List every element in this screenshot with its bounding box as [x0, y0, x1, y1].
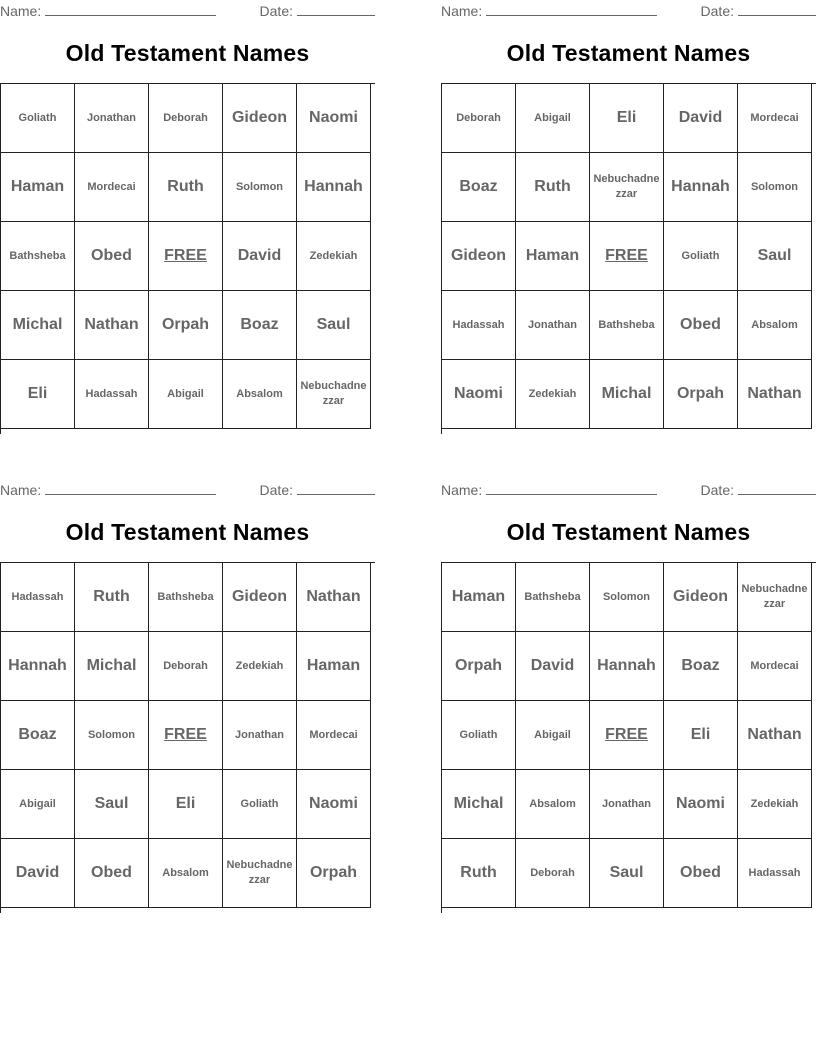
bingo-cell: Zedekiah	[516, 360, 590, 429]
bingo-cell: Solomon	[223, 153, 297, 222]
bingo-cell: Goliath	[664, 222, 738, 291]
bingo-cell: Michal	[590, 360, 664, 429]
name-field	[441, 0, 657, 22]
bingo-cell: Nathan	[297, 563, 371, 632]
bingo-cell: Saul	[590, 839, 664, 908]
bingo-cell: Obed	[75, 839, 149, 908]
bingo-cell: Abigail	[516, 701, 590, 770]
date-field	[260, 479, 375, 501]
date-field	[260, 0, 375, 22]
bingo-cell: Orpah	[149, 291, 223, 360]
bingo-cell: Deborah	[149, 632, 223, 701]
bingo-cell: Gideon	[223, 84, 297, 153]
bingo-cell: Nebuchadnezzar	[590, 153, 664, 222]
bingo-cell: David	[1, 839, 75, 908]
bingo-cell: Absalom	[516, 770, 590, 839]
bingo-cell: Deborah	[516, 839, 590, 908]
bingo-cell: Zedekiah	[223, 632, 297, 701]
card-header	[441, 0, 816, 22]
card-title: Old Testament Names	[65, 519, 310, 545]
bingo-cell: Jonathan	[516, 291, 590, 360]
bingo-cell: David	[664, 84, 738, 153]
name-blank-line	[45, 1, 216, 16]
bingo-cell: Bathsheba	[149, 563, 223, 632]
date-blank-line	[297, 480, 375, 495]
free-space-cell: FREE	[149, 222, 223, 291]
bingo-cell: Hadassah	[75, 360, 149, 429]
bingo-cell: Saul	[738, 222, 812, 291]
free-space-cell: FREE	[590, 222, 664, 291]
date-field	[701, 0, 816, 22]
card-header	[0, 479, 375, 501]
bingo-cell: Solomon	[75, 701, 149, 770]
bingo-cell: Ruth	[516, 153, 590, 222]
bingo-cell: Bathsheba	[1, 222, 75, 291]
bingo-cell: Bathsheba	[590, 291, 664, 360]
date-label: Date:	[700, 3, 734, 19]
bingo-cell: Naomi	[664, 770, 738, 839]
bingo-cell: Absalom	[738, 291, 812, 360]
bingo-cell: Hadassah	[442, 291, 516, 360]
bingo-cell: Haman	[1, 153, 75, 222]
name-blank-line	[486, 1, 657, 16]
bingo-cell: Saul	[297, 291, 371, 360]
date-label: Date:	[259, 482, 293, 498]
bingo-cell: Absalom	[149, 839, 223, 908]
bingo-cell: Naomi	[442, 360, 516, 429]
bingo-cell: Jonathan	[223, 701, 297, 770]
bingo-cell: Boaz	[223, 291, 297, 360]
bingo-cell: Gideon	[442, 222, 516, 291]
name-field	[441, 479, 657, 501]
bingo-cell: Haman	[516, 222, 590, 291]
bingo-cell: Eli	[590, 84, 664, 153]
bingo-cell: Nebuchadnezzar	[223, 839, 297, 908]
bingo-cell: Mordecai	[75, 153, 149, 222]
bingo-cell: Bathsheba	[516, 563, 590, 632]
free-space-cell: FREE	[149, 701, 223, 770]
bingo-grid	[0, 83, 375, 434]
date-label: Date:	[700, 482, 734, 498]
name-label: Name:	[0, 482, 42, 498]
bingo-cell: Hannah	[664, 153, 738, 222]
date-field	[701, 479, 816, 501]
bingo-cell: Deborah	[442, 84, 516, 153]
bingo-cell: Solomon	[738, 153, 812, 222]
card-header	[0, 0, 375, 22]
bingo-cell: Mordecai	[297, 701, 371, 770]
bingo-cell: Solomon	[590, 563, 664, 632]
bingo-cell: Ruth	[442, 839, 516, 908]
name-field	[0, 0, 216, 22]
bingo-cell: Haman	[442, 563, 516, 632]
bingo-cell: Boaz	[664, 632, 738, 701]
name-blank-line	[486, 480, 657, 495]
bingo-cell: David	[516, 632, 590, 701]
bingo-cell: Abigail	[516, 84, 590, 153]
bingo-cell: Nebuchadnezzar	[297, 360, 371, 429]
name-label: Name:	[441, 3, 483, 19]
free-space-cell: FREE	[590, 701, 664, 770]
bingo-cell: Nathan	[75, 291, 149, 360]
bingo-cell: Goliath	[442, 701, 516, 770]
bingo-cell: Obed	[664, 291, 738, 360]
bingo-cell: Nebuchadnezzar	[738, 563, 812, 632]
bingo-cell: Obed	[75, 222, 149, 291]
card-title: Old Testament Names	[506, 519, 751, 545]
bingo-cell: Zedekiah	[297, 222, 371, 291]
bingo-cell: Nathan	[738, 701, 812, 770]
bingo-cell: Gideon	[664, 563, 738, 632]
bingo-cell: Boaz	[442, 153, 516, 222]
bingo-cell: Jonathan	[75, 84, 149, 153]
bingo-cell: Michal	[75, 632, 149, 701]
bingo-cell: Obed	[664, 839, 738, 908]
bingo-cell: Michal	[1, 291, 75, 360]
bingo-cell: Zedekiah	[738, 770, 812, 839]
bingo-cell: David	[223, 222, 297, 291]
bingo-cell: Deborah	[149, 84, 223, 153]
name-label: Name:	[441, 482, 483, 498]
date-blank-line	[297, 1, 375, 16]
bingo-cell: Hannah	[590, 632, 664, 701]
bingo-cell: Eli	[149, 770, 223, 839]
name-label: Name:	[0, 3, 42, 19]
bingo-cell: Naomi	[297, 84, 371, 153]
bingo-cell: Naomi	[297, 770, 371, 839]
bingo-cell: Boaz	[1, 701, 75, 770]
bingo-grid	[0, 562, 375, 913]
date-label: Date:	[259, 3, 293, 19]
bingo-cell: Ruth	[75, 563, 149, 632]
card-title: Old Testament Names	[506, 40, 751, 66]
bingo-cell: Orpah	[297, 839, 371, 908]
bingo-cell: Abigail	[1, 770, 75, 839]
bingo-cell: Mordecai	[738, 632, 812, 701]
bingo-cell: Hadassah	[738, 839, 812, 908]
bingo-cell: Orpah	[664, 360, 738, 429]
date-blank-line	[738, 1, 816, 16]
bingo-cell: Abigail	[149, 360, 223, 429]
bingo-cell: Hannah	[1, 632, 75, 701]
bingo-grid	[441, 83, 816, 434]
bingo-cell: Eli	[664, 701, 738, 770]
bingo-cell: Nathan	[738, 360, 812, 429]
bingo-cell: Haman	[297, 632, 371, 701]
bingo-grid	[441, 562, 816, 913]
card-header	[441, 479, 816, 501]
bingo-cell: Eli	[1, 360, 75, 429]
name-field	[0, 479, 216, 501]
bingo-cell: Ruth	[149, 153, 223, 222]
bingo-cell: Hadassah	[1, 563, 75, 632]
card-title: Old Testament Names	[65, 40, 310, 66]
bingo-cell: Orpah	[442, 632, 516, 701]
date-blank-line	[738, 480, 816, 495]
bingo-cell: Mordecai	[738, 84, 812, 153]
bingo-cell: Jonathan	[590, 770, 664, 839]
bingo-cell: Hannah	[297, 153, 371, 222]
bingo-cell: Michal	[442, 770, 516, 839]
name-blank-line	[45, 480, 216, 495]
bingo-cell: Absalom	[223, 360, 297, 429]
bingo-cell: Gideon	[223, 563, 297, 632]
bingo-cell: Saul	[75, 770, 149, 839]
bingo-cell: Goliath	[223, 770, 297, 839]
bingo-cell: Goliath	[1, 84, 75, 153]
